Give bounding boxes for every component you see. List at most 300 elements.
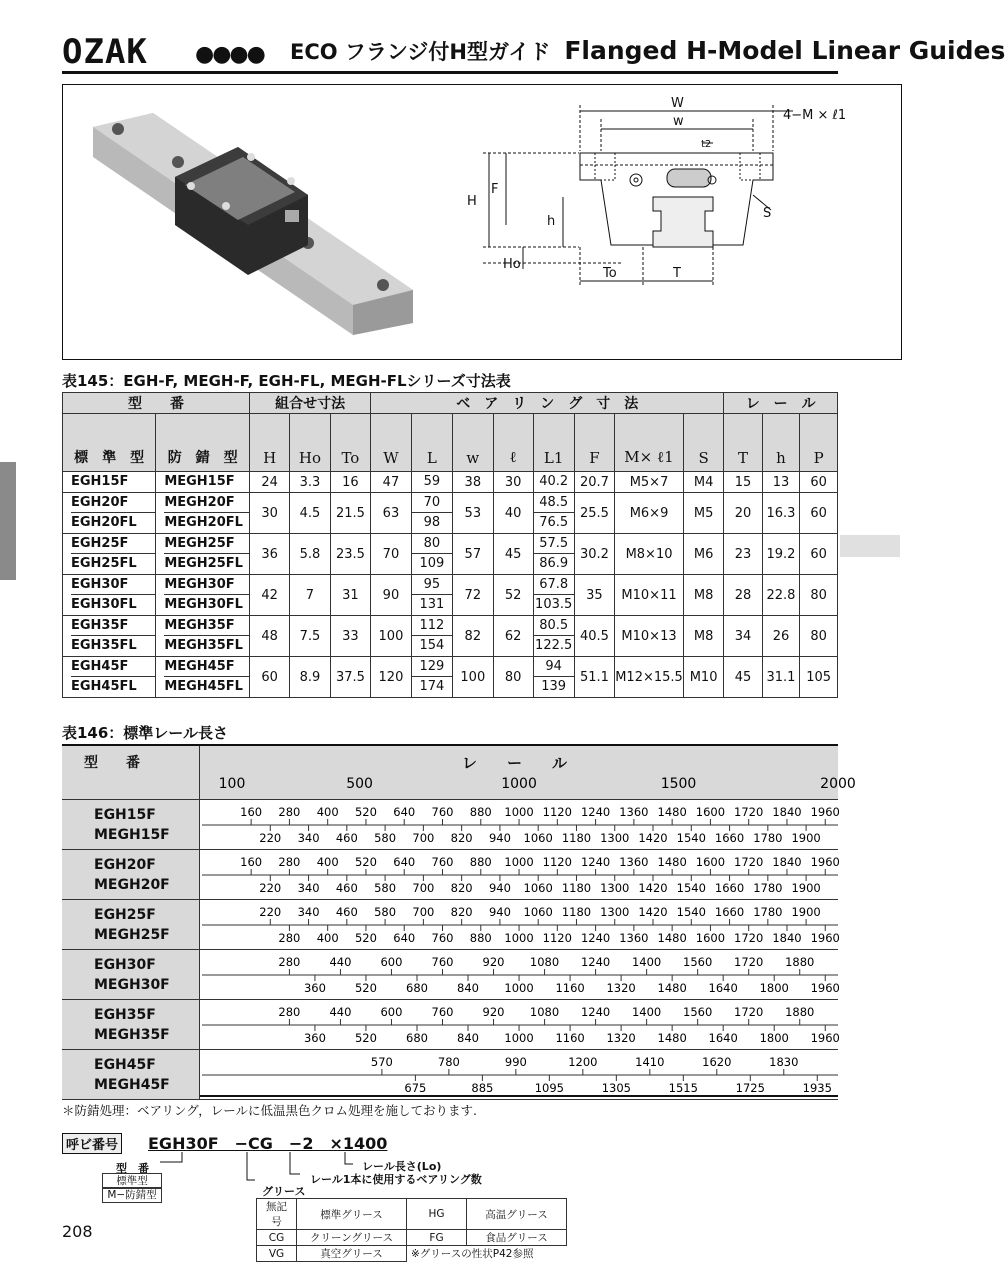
model-name: EGH45F <box>94 1057 156 1073</box>
table-cell: M4 <box>683 472 724 493</box>
dim-W-label: W <box>671 96 684 111</box>
length-label: 1660 <box>714 881 745 895</box>
length-label: 1880 <box>785 955 815 969</box>
table-cell: 82 <box>453 616 493 657</box>
length-label: 1515 <box>668 1081 698 1095</box>
rail-length-scale <box>62 800 838 850</box>
table-cell: 63 <box>371 493 411 534</box>
cell-line: 122.5 <box>535 638 573 653</box>
length-label: 1060 <box>523 881 553 895</box>
table-cell: 42 <box>250 575 290 616</box>
length-label: 160 <box>240 805 263 819</box>
product-illustration <box>63 85 901 359</box>
length-label: 1400 <box>631 1005 662 1019</box>
length-label: 400 <box>316 805 339 819</box>
grease-row <box>257 1246 567 1262</box>
table-cell: 80 <box>800 575 838 616</box>
th-col: h <box>762 414 800 472</box>
table-cell: 60 <box>800 534 838 575</box>
table-cell: 47 <box>371 472 411 493</box>
length-label: 220 <box>259 881 282 895</box>
table-cell <box>533 575 574 616</box>
brand-logo: OZAK <box>62 32 148 72</box>
table-cell: M12×15.5 <box>615 657 684 698</box>
grease-cell: 標準グリース <box>297 1199 407 1230</box>
length-label: 1725 <box>735 1081 765 1095</box>
cell-line: EGH35FL <box>71 638 137 653</box>
table-cell: 105 <box>800 657 838 698</box>
length-label: 1060 <box>523 831 553 845</box>
th-std: 標 準 型 <box>63 414 156 472</box>
grease-cell: 真空グリース <box>297 1246 407 1262</box>
cell-line: EGH45FL <box>71 679 137 694</box>
table-cell: 48 <box>250 616 290 657</box>
table-cell: 51.1 <box>574 657 615 698</box>
length-label: 1320 <box>606 981 636 995</box>
length-label: 1660 <box>714 831 745 845</box>
table-cell: 35 <box>574 575 615 616</box>
rail-length-scale <box>62 1000 838 1050</box>
table-cell: M8 <box>683 575 724 616</box>
table-cell: 31 <box>330 575 371 616</box>
cell-line: 80 <box>412 534 452 554</box>
table-cell: 120 <box>371 657 411 698</box>
length-label: 1240 <box>580 955 611 969</box>
title-en: Flanged H-Model Linear Guides <box>564 36 1005 65</box>
th-col: w <box>453 414 493 472</box>
grease-cell: クリーングリース <box>297 1230 407 1246</box>
grease-row <box>257 1199 567 1230</box>
dim-h-label: h <box>547 214 556 229</box>
table-cell: M5×7 <box>615 472 684 493</box>
length-label: 1060 <box>523 905 553 919</box>
th-bearing: ベ ア リ ン グ 寸 法 <box>371 393 724 414</box>
th-model: 型 番 <box>62 746 200 799</box>
dim-S-label: S <box>763 206 772 221</box>
length-label: 280 <box>278 955 301 969</box>
grease-cell: HG <box>407 1199 467 1230</box>
table-cell <box>411 657 452 698</box>
bearings-label: レール1本に使用するベアリング数 <box>310 1173 482 1186</box>
cell-line: 40.2 <box>539 474 569 489</box>
model-name: MEGH45F <box>94 1077 170 1093</box>
cell-line: MEGH20FL <box>164 515 243 530</box>
table-cell: 4.5 <box>290 493 330 534</box>
length-label: 680 <box>406 1031 428 1045</box>
dimension-drawing <box>483 105 793 285</box>
table-cell: 13 <box>762 472 800 493</box>
length-label: 1420 <box>638 905 668 919</box>
length-label: 1720 <box>734 805 764 819</box>
table-cell: 25.5 <box>574 493 615 534</box>
scale-tick-label: 1000 <box>501 776 537 792</box>
length-label: 1240 <box>580 931 611 945</box>
series-dots: ●●●● <box>195 42 264 67</box>
table-row <box>63 575 838 616</box>
length-label: 1620 <box>702 1055 732 1069</box>
cell-line: 103.5 <box>535 597 573 612</box>
table-cell <box>63 575 156 616</box>
table-cell <box>63 534 156 575</box>
product-figure-box <box>62 84 902 360</box>
length-label: 1480 <box>657 1031 687 1045</box>
length-label: 1900 <box>791 831 821 845</box>
length-label: 520 <box>354 1031 377 1045</box>
table-cell: 72 <box>453 575 493 616</box>
model-name: MEGH30F <box>94 977 170 993</box>
designation-example: EGH30F −CG −2 ×1400 <box>148 1134 388 1153</box>
table-cell: 57 <box>453 534 493 575</box>
table-cell: 38 <box>453 472 493 493</box>
length-label: 360 <box>303 1031 326 1045</box>
grease-cell: ※グリースの性状P42参照 <box>411 1248 534 1261</box>
length-label: 1180 <box>561 905 592 919</box>
th-col: T <box>724 414 762 472</box>
table-cell <box>156 575 250 616</box>
th-col: H <box>250 414 290 472</box>
table-cell <box>63 472 156 493</box>
table-cell: 15 <box>724 472 762 493</box>
length-label: 160 <box>240 855 263 869</box>
table-cell <box>533 657 574 698</box>
dim-t2-label: t2 <box>701 139 712 150</box>
table-cell: 70 <box>371 534 411 575</box>
length-label: 1240 <box>580 855 611 869</box>
th-col: L <box>411 414 452 472</box>
table-cell <box>411 493 452 534</box>
table-cell <box>63 616 156 657</box>
length-label: 1660 <box>714 905 745 919</box>
length-label: 600 <box>380 1005 403 1019</box>
length-label: 220 <box>259 905 282 919</box>
length-label: 880 <box>469 805 492 819</box>
grease-cell: 無記号 <box>257 1199 297 1230</box>
length-label: 440 <box>329 955 352 969</box>
table-cell: 40.5 <box>574 616 615 657</box>
table-cell <box>156 472 250 493</box>
side-tab-marker <box>0 462 16 580</box>
length-label: 1080 <box>529 955 560 969</box>
cell-line: EGH35F <box>71 616 155 636</box>
dim-H-label: H <box>467 194 477 209</box>
table-row <box>63 616 838 657</box>
scale-tick-label: 500 <box>346 776 373 792</box>
length-label: 580 <box>374 905 397 919</box>
cell-line: 174 <box>419 679 445 694</box>
scale-tick-label: 1500 <box>660 776 697 792</box>
length-label: 1120 <box>542 931 572 945</box>
th-col: W <box>371 414 411 472</box>
table-cell: 3.3 <box>290 472 330 493</box>
length-label: 1120 <box>542 855 572 869</box>
table-cell <box>156 534 250 575</box>
length-label: 280 <box>278 805 301 819</box>
length-label: 1400 <box>631 955 662 969</box>
cell-line: EGH30FL <box>71 597 137 612</box>
table-cell: M8×10 <box>615 534 684 575</box>
th-rail: レ ー ル <box>724 393 838 414</box>
table-cell <box>411 472 452 493</box>
table-cell <box>411 575 452 616</box>
length-label: 1830 <box>769 1055 799 1069</box>
length-label: 1360 <box>619 855 649 869</box>
cell-line: EGH25FL <box>71 556 137 571</box>
length-label: 1600 <box>695 855 726 869</box>
length-label: 1720 <box>734 931 764 945</box>
rail-row <box>62 1000 838 1050</box>
length-label: 840 <box>457 1031 479 1045</box>
length-label: 1960 <box>810 855 840 869</box>
length-label: 340 <box>297 881 320 895</box>
length-label: 1240 <box>580 1005 611 1019</box>
dim-M-label: 4−M × ℓ1 <box>783 108 847 123</box>
cell-line: 70 <box>412 493 452 513</box>
length-label: 400 <box>316 931 339 945</box>
length-label: 1480 <box>657 981 687 995</box>
length-label: 460 <box>335 831 358 845</box>
table-cell: M10×13 <box>615 616 684 657</box>
model-name: EGH25F <box>94 907 156 923</box>
rail-row <box>62 1050 838 1100</box>
cell-line: 109 <box>419 556 445 571</box>
length-label: 340 <box>297 905 320 919</box>
cell-line: MEGH35F <box>164 616 249 636</box>
cell-line: MEGH45FL <box>164 679 243 694</box>
cell-line: 48.5 <box>534 493 574 513</box>
page-header <box>62 30 1005 74</box>
th-col: ℓ <box>493 414 533 472</box>
table-cell: M6 <box>683 534 724 575</box>
cell-line: 94 <box>534 657 574 677</box>
length-label: 440 <box>329 1005 352 1019</box>
table-cell <box>411 616 452 657</box>
cell-line: MEGH45F <box>164 657 249 677</box>
length-label: 340 <box>297 831 320 845</box>
table-cell: 60 <box>250 657 290 698</box>
table-cell: 28 <box>724 575 762 616</box>
length-label: 940 <box>488 881 511 895</box>
cell-line: EGH45F <box>71 657 155 677</box>
table-cell: 80 <box>493 657 533 698</box>
length-label: 680 <box>406 981 428 995</box>
table-cell: 23 <box>724 534 762 575</box>
table-row <box>63 472 838 493</box>
table-cell: 24 <box>250 472 290 493</box>
model-name: EGH15F <box>94 807 156 823</box>
cell-line: MEGH20F <box>164 493 249 513</box>
table-cell <box>156 657 250 698</box>
length-label: 880 <box>469 931 492 945</box>
table-cell: 100 <box>453 657 493 698</box>
table-cell <box>156 616 250 657</box>
table-cell: 45 <box>493 534 533 575</box>
length-label: 1160 <box>555 981 585 995</box>
length-label: 1305 <box>601 1081 631 1095</box>
length-label: 1000 <box>504 1031 534 1045</box>
rail-length-scale <box>62 900 838 950</box>
table-cell: M5 <box>683 493 724 534</box>
table-cell: 30 <box>250 493 290 534</box>
length-label: 1540 <box>676 831 706 845</box>
length-label: 1480 <box>657 805 687 819</box>
table-cell: 37.5 <box>330 657 371 698</box>
length-label: 360 <box>303 981 326 995</box>
grease-cell: CG <box>257 1230 297 1246</box>
length-label: 1000 <box>504 981 534 995</box>
length-label: 780 <box>437 1055 460 1069</box>
model-name: MEGH35F <box>94 1027 170 1043</box>
table146-caption: 表146：標準レール長さ <box>62 724 229 742</box>
dim-F-label: F <box>491 182 499 197</box>
length-label: 760 <box>431 1005 454 1019</box>
length-label: 280 <box>278 931 301 945</box>
length-label: 1080 <box>529 1005 560 1019</box>
cell-line: 98 <box>423 515 441 530</box>
length-label: 880 <box>469 855 492 869</box>
length-label: 1540 <box>676 905 706 919</box>
rail-row <box>62 850 838 900</box>
length-label: 1540 <box>676 881 706 895</box>
length-label: 1840 <box>772 805 802 819</box>
model-std: 標準型 <box>102 1173 162 1189</box>
table-cell: 30 <box>493 472 533 493</box>
length-label: 520 <box>354 855 377 869</box>
length-label: 1560 <box>683 1005 713 1019</box>
length-label: 1600 <box>695 931 726 945</box>
length-label: 1960 <box>810 805 840 819</box>
table-cell: M6×9 <box>615 493 684 534</box>
cell-line: EGH15F <box>71 474 129 489</box>
table-cell: 16 <box>330 472 371 493</box>
table-cell: 20 <box>724 493 762 534</box>
table-cell: 60 <box>800 472 838 493</box>
length-label: 1160 <box>555 1031 585 1045</box>
rail-length-header <box>62 746 856 800</box>
length-label: 920 <box>482 1005 505 1019</box>
cell-line: EGH20F <box>71 493 155 513</box>
th-assembly: 組合せ寸法 <box>250 393 371 414</box>
model-name: MEGH15F <box>94 827 170 843</box>
cell-line: 139 <box>541 679 567 694</box>
table-cell: 100 <box>371 616 411 657</box>
scale-tick-label: 100 <box>218 776 246 792</box>
grease-cell: FG <box>407 1230 467 1246</box>
length-label: 400 <box>316 855 339 869</box>
th-col: P <box>800 414 838 472</box>
grease-table <box>256 1198 567 1262</box>
rail-photo <box>93 113 413 335</box>
length-label: 1960 <box>810 1031 840 1045</box>
length-label: 580 <box>374 831 397 845</box>
table-cell: 53 <box>453 493 493 534</box>
length-label: 1900 <box>791 905 821 919</box>
title-jp: ECO フランジ付H型ガイド <box>290 40 551 64</box>
length-label: 460 <box>335 881 358 895</box>
length-label: 820 <box>450 905 473 919</box>
length-label: 1300 <box>600 831 630 845</box>
length-label: 760 <box>431 855 454 869</box>
length-label: 700 <box>412 831 435 845</box>
length-label: 1720 <box>734 1005 764 1019</box>
cell-line: EGH20FL <box>71 515 137 530</box>
table-cell <box>533 493 574 534</box>
length-label: 1780 <box>753 881 783 895</box>
cell-line: MEGH30F <box>164 575 249 595</box>
length-label: 990 <box>504 1055 527 1069</box>
cell-line: EGH30F <box>71 575 155 595</box>
table-cell <box>156 493 250 534</box>
length-label: 1480 <box>657 855 687 869</box>
length-label: 1200 <box>568 1055 598 1069</box>
length-label: 520 <box>354 981 377 995</box>
cell-line: MEGH35FL <box>164 638 243 653</box>
table-cell: 30.2 <box>574 534 615 575</box>
length-label: 1410 <box>635 1055 665 1069</box>
length-label: 760 <box>431 931 454 945</box>
table-cell: 34 <box>724 616 762 657</box>
designation-label: 呼ビ番号 <box>62 1133 122 1154</box>
length-label: 1800 <box>759 1031 789 1045</box>
table-cell: 20.7 <box>574 472 615 493</box>
length-label: 460 <box>335 905 358 919</box>
length-label: 1800 <box>759 981 789 995</box>
rail-scale <box>62 746 856 800</box>
table-cell <box>533 472 574 493</box>
cell-line: 67.8 <box>534 575 574 595</box>
cell-line: 57.5 <box>534 534 574 554</box>
dim-Ho-label: Ho <box>503 257 521 272</box>
length-label: 1240 <box>580 805 611 819</box>
table-cell <box>63 657 156 698</box>
length-label: 1900 <box>791 881 821 895</box>
length-label: 1880 <box>785 1005 815 1019</box>
table-cell <box>533 534 574 575</box>
th-col: M× ℓ1 <box>615 414 684 472</box>
th-model: 型 番 <box>63 393 250 414</box>
th-col: F <box>574 414 615 472</box>
length-label: 1095 <box>534 1081 564 1095</box>
length-label: 1780 <box>753 905 783 919</box>
table-cell <box>533 616 574 657</box>
cell-line: 86.9 <box>539 556 569 571</box>
grease-cell: 食品グリース <box>467 1230 567 1246</box>
length-label: 700 <box>412 881 435 895</box>
length-label: 1360 <box>619 931 649 945</box>
length-label: 885 <box>471 1081 494 1095</box>
table-cell: 7 <box>290 575 330 616</box>
cell-line: 112 <box>412 616 452 636</box>
table-cell: 36 <box>250 534 290 575</box>
length-label: 1935 <box>802 1081 832 1095</box>
length-label: 1300 <box>600 881 630 895</box>
model-name: EGH30F <box>94 957 156 973</box>
length-label: 520 <box>354 931 377 945</box>
length-label: 640 <box>393 931 416 945</box>
length-label: レール長さ(Lo) <box>362 1160 442 1173</box>
table-cell: 31.1 <box>762 657 800 698</box>
length-label: 1480 <box>657 931 687 945</box>
length-label: 1000 <box>504 931 534 945</box>
length-label: 840 <box>457 981 479 995</box>
length-label: 1720 <box>734 955 764 969</box>
length-label: 1180 <box>561 831 592 845</box>
cell-line: 131 <box>419 597 445 612</box>
table-cell: 80 <box>800 616 838 657</box>
length-label: 940 <box>488 831 511 845</box>
cell-line: 76.5 <box>539 515 569 530</box>
th-col: L1 <box>533 414 574 472</box>
length-label: 600 <box>380 955 403 969</box>
